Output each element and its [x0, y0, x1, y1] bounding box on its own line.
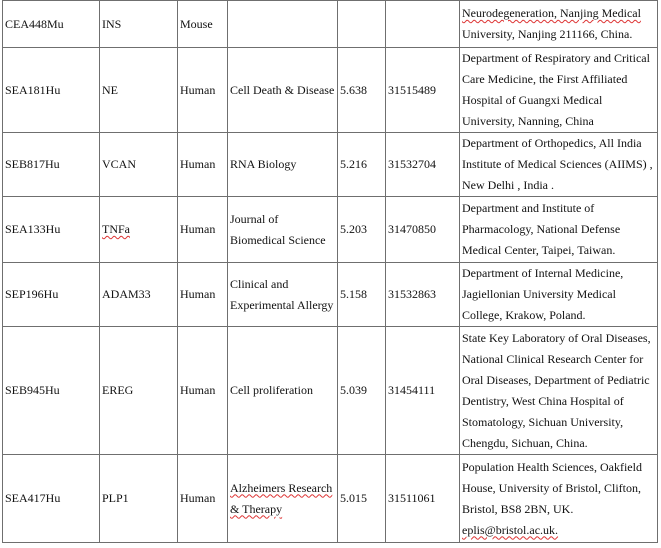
impact-factor-cell: 5.158	[338, 263, 386, 327]
species-cell: Human	[178, 197, 228, 263]
institution-line: Bristol, BS8 2BN, UK.	[462, 501, 574, 516]
table-row	[3, 133, 658, 197]
impact-factor-cell: 5.203	[338, 197, 386, 263]
journal-text: Alzheimers Research & Therapy	[230, 480, 333, 516]
institution-line: Care Medicine, the First Affiliated	[462, 72, 628, 86]
institution-line: College, Krakow, Poland.	[462, 308, 586, 322]
institution-line: Dentistry, West China Hospital of	[462, 393, 624, 408]
journal-cell: Clinical and Experimental Allergy	[228, 263, 338, 327]
gene-cell: EREG	[100, 327, 178, 455]
pmid-cell: 31532704	[386, 133, 460, 197]
species-cell: Human	[178, 133, 228, 197]
catalog-cell: SEP196Hu	[3, 263, 100, 327]
pmid-cell: 31532863	[386, 263, 460, 327]
institution-line: Jagiellonian University Medical	[462, 287, 616, 301]
gene-cell	[100, 197, 178, 263]
institution-line: Medical Center, Taipei, Taiwan.	[462, 243, 616, 257]
institution-line: University, Nanjing 211166, China.	[462, 27, 633, 41]
gene-text: TNFa	[102, 222, 130, 236]
institution-line: Institute of Medical Sciences (AIIMS) ,	[462, 157, 653, 171]
email-link[interactable]: eplis@bristol.ac.uk.	[462, 522, 559, 537]
pmid-cell: 31511061	[386, 455, 460, 543]
institution-line: New Delhi , India .	[462, 178, 554, 192]
institution-line: State Key Laboratory of Oral Diseases,	[462, 330, 651, 345]
gene-cell: ADAM33	[100, 263, 178, 327]
pmid-cell: 31470850	[386, 197, 460, 263]
species-cell: Mouse	[178, 1, 228, 48]
impact-factor-cell	[338, 1, 386, 48]
table-row	[3, 1, 658, 48]
institution-line: House, University of Bristol, Clifton,	[462, 480, 641, 495]
institution-line: Department of Internal Medicine,	[462, 266, 624, 280]
impact-factor-cell: 5.638	[338, 48, 386, 133]
gene-cell: PLP1	[100, 455, 178, 543]
table-row	[3, 327, 658, 455]
institution-line: Neurodegeneration, Nanjing Medical	[462, 6, 641, 20]
gene-cell: NE	[100, 48, 178, 133]
institution-cell	[460, 133, 658, 197]
institution-cell	[460, 455, 658, 543]
institution-cell	[460, 197, 658, 263]
table-row	[3, 197, 658, 263]
institution-cell	[460, 48, 658, 133]
journal-cell: Cell Death & Disease	[228, 48, 338, 133]
journal-cell: Journal of Biomedical Science	[228, 197, 338, 263]
institution-line: Department of Respiratory and Critical	[462, 51, 650, 65]
impact-factor-cell: 5.216	[338, 133, 386, 197]
institution-line: Oral Diseases, Department of Pediatric	[462, 372, 650, 387]
journal-cell: Cell proliferation	[228, 327, 338, 455]
catalog-cell: CEA448Mu	[3, 1, 100, 48]
species-cell: Human	[178, 455, 228, 543]
gene-cell: VCAN	[100, 133, 178, 197]
journal-cell	[228, 1, 338, 48]
institution-line: Chengdu, Sichuan, China.	[462, 435, 588, 450]
catalog-cell: SEA417Hu	[3, 455, 100, 543]
citation-table	[2, 0, 658, 543]
species-cell: Human	[178, 327, 228, 455]
institution-line: Stomatology, Sichuan University,	[462, 414, 624, 429]
catalog-cell: SEB817Hu	[3, 133, 100, 197]
pmid-cell: 31454111	[386, 327, 460, 455]
impact-factor-cell: 5.015	[338, 455, 386, 543]
species-cell: Human	[178, 48, 228, 133]
institution-cell	[460, 263, 658, 327]
catalog-cell: SEA181Hu	[3, 48, 100, 133]
institution-line: Population Health Sciences, Oakfield	[462, 459, 642, 474]
table-row	[3, 48, 658, 133]
pmid-cell	[386, 1, 460, 48]
table-row	[3, 263, 658, 327]
institution-cell	[460, 1, 658, 48]
table-row	[3, 455, 658, 543]
impact-factor-cell: 5.039	[338, 327, 386, 455]
institution-line: Department of Orthopedics, All India	[462, 136, 642, 150]
journal-cell	[228, 455, 338, 543]
institution-line: National Clinical Research Center for	[462, 351, 644, 366]
institution-line: Pharmacology, National Defense	[462, 222, 621, 236]
institution-cell	[460, 327, 658, 455]
institution-line: Hospital of Guangxi Medical	[462, 93, 603, 107]
pmid-cell: 31515489	[386, 48, 460, 133]
catalog-cell: SEA133Hu	[3, 197, 100, 263]
institution-line: University, Nanning, China	[462, 114, 594, 128]
gene-cell: INS	[100, 1, 178, 48]
institution-line: Department and Institute of	[462, 201, 595, 215]
species-cell: Human	[178, 263, 228, 327]
catalog-cell: SEB945Hu	[3, 327, 100, 455]
journal-cell: RNA Biology	[228, 133, 338, 197]
